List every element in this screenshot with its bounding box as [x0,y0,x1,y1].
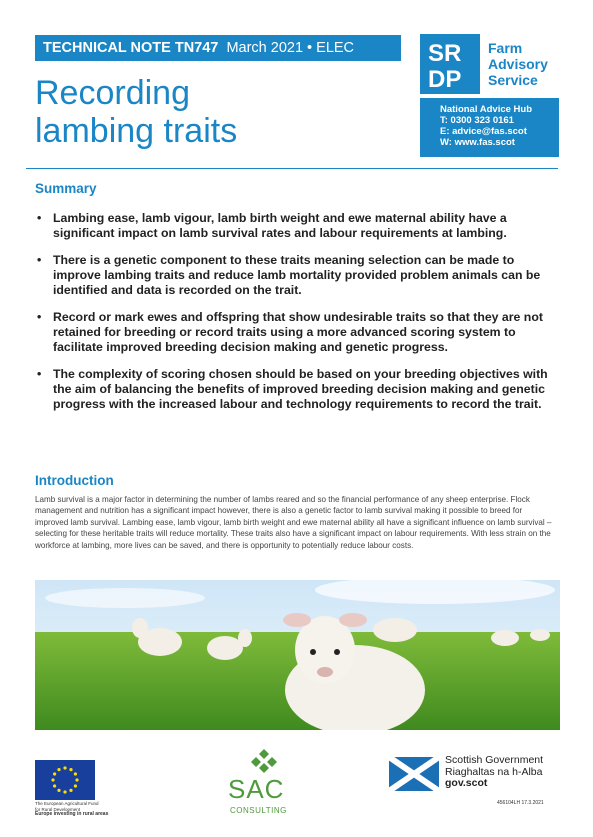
contact-email[interactable]: E: advice@fas.scot [440,126,527,137]
page-title [35,74,237,150]
scottish-government-logo [389,755,569,795]
summary-heading: Summary [35,181,97,196]
srdp-letters-bottom: DP [428,66,462,93]
sac-diamonds-icon [244,748,284,774]
title-line-1: Recording [35,74,190,112]
logo-line-3: Service [488,72,538,88]
summary-item: • The complexity of scoring chosen should be based on your breeding objectives with the aim of balancing the benefits of improved breeding decision making and genetic progress with the increased labour and technology requirements to record the trait. [35,367,550,412]
summary-item: • Record or mark ewes and offspring that show undesirable traits so that they are not retained for breeding or record traits using a more advanced scoring system to facilitate improved breeding decision making and genetic progress. [35,310,550,355]
saltire-flag-icon [389,757,439,791]
srdp-letters-top: SR [428,40,462,67]
fas-wordmark [488,40,548,88]
series-label: TECHNICAL NOTE TN747 [43,40,219,56]
eu-line-2: for Rural Development [35,806,81,812]
sg-line-2: Riaghaltas na h-Alba [445,765,543,778]
scotgov-wordmark [445,755,543,790]
eu-caption [35,801,165,818]
sg-line-1: Scottish Government [445,754,544,766]
sac-consulting-logo [222,748,302,823]
introduction-text: Lamb survival is a major factor in determining the number of lambs reared and so the financial performance of any sheep enterprise. Flock management and nutrition has a significant impact however, there is also a genetic factor to lamb survival making it possible to breed for improved lamb survival. Lambing ease, lamb vigour, lamb birth weight and ewe maternal ability all have a significant influence on lamb survival – selecting for these heritable traits will reduce mortality. These traits also have a significant impact on labour requirements. With less strain on the workforce at lambing, more lives can be saved, and there is opportunity to potentially reduce labour costs. [35,495,552,550]
logo-line-2: Advisory [488,56,548,72]
summary-list [35,211,550,424]
contact-phone[interactable]: T: 0300 323 0161 [440,115,514,126]
sac-subtitle: CONSULTING [230,806,287,815]
date-code: March 2021 • ELEC [226,40,355,56]
technical-note-bar [35,35,401,61]
divider [26,168,558,169]
fas-logo [420,34,570,94]
sg-line-3[interactable]: gov.scot [445,777,488,789]
srdp-logo-icon [420,34,480,94]
eu-line-3: Europe investing in rural areas [35,811,109,817]
contact-hub: National Advice Hub [440,104,533,115]
document-code: 456104LH 17.3.2021 [497,800,544,806]
introduction-heading: Introduction [35,473,114,488]
logo-line-1: Farm [488,40,523,56]
eu-logo [35,760,145,824]
contact-website[interactable]: W: www.fas.scot [440,137,515,148]
lambs-illustration [35,580,560,730]
summary-item: • Lambing ease, lamb vigour, lamb birth weight and ewe maternal ability have a significant impact on lamb survival rates and labour requirements at lambing. [35,211,550,241]
eu-flag-icon [35,760,95,800]
eu-line-1: The European Agricultural Fund [35,801,99,806]
sac-name: SAC [228,774,285,804]
summary-item: • There is a genetic component to these traits meaning selection can be made to improve lambing traits and reduce lamb mortality provided problem animals can be identified and data is recorded on the trait. [35,253,550,298]
contact-box [420,98,559,157]
title-line-2: lambing traits [35,112,238,150]
lambs-photo [35,580,560,730]
